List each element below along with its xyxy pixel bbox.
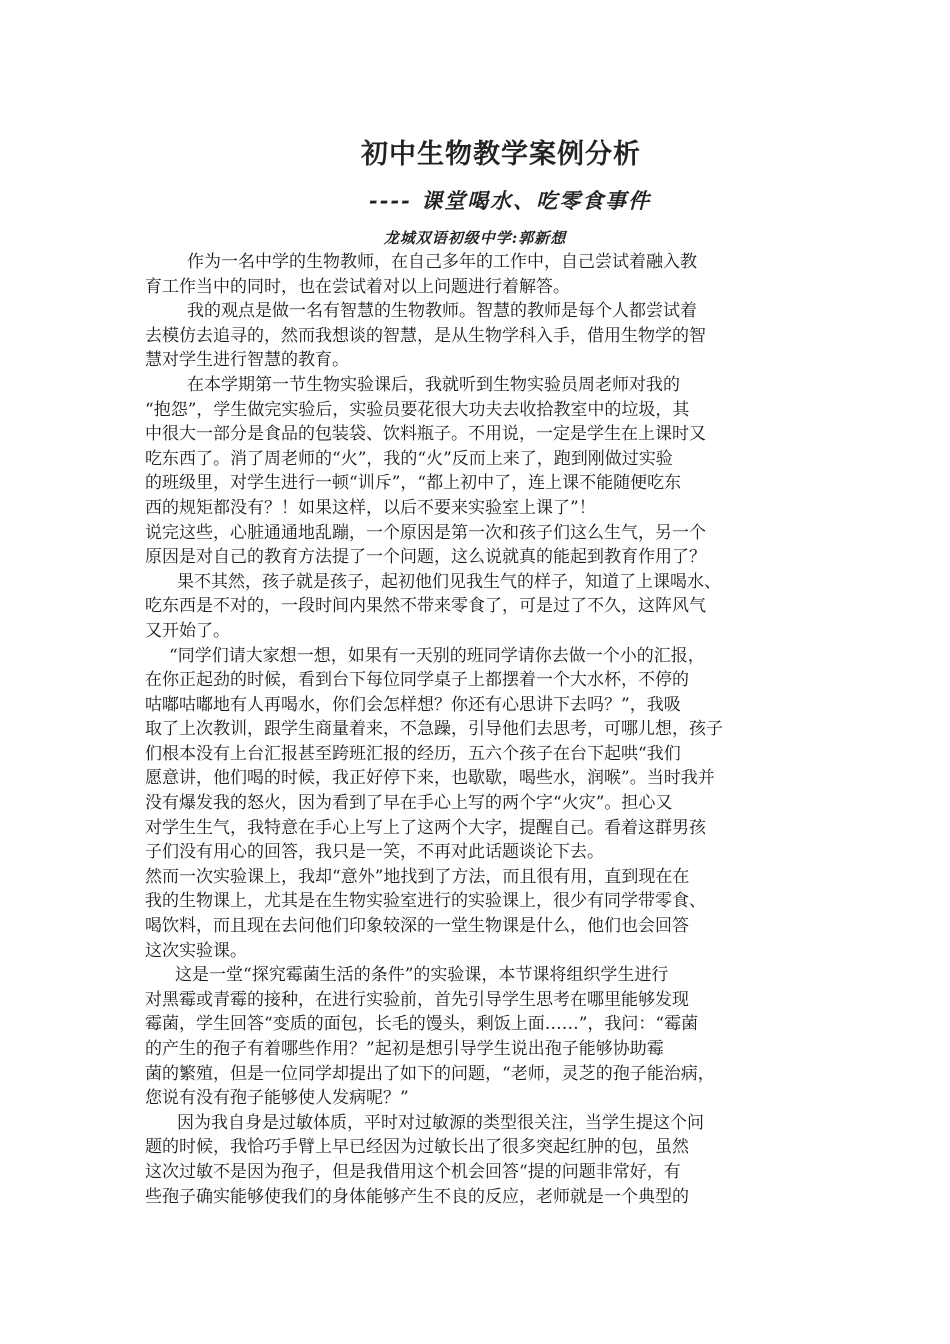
text-line: 这次过敏不是因为孢子，但是我借用这个机会回答“提的问题非常好，有 bbox=[145, 1161, 681, 1182]
text-line: 去模仿去追寻的，然而我想谈的智慧，是从生物学科入手，借用生物学的智 bbox=[145, 325, 706, 346]
text-line: 我的观点是做一名有智慧的生物教师。智慧的教师是每个人都尝试着 bbox=[187, 301, 697, 322]
text-line: 慧对学生进行智慧的教育。 bbox=[145, 350, 349, 371]
text-line: “抱怨”，学生做完实验后，实验员要花很大功夫去收拾教室中的垃圾，其 bbox=[145, 399, 690, 420]
text-line: 的产生的孢子有着哪些作用？”起初是想引导学生说出孢子能够协助霉 bbox=[145, 1039, 664, 1059]
text-line: 喝饮料，而且现在去问他们印象较深的一堂生物课是什么，他们也会回答 bbox=[145, 916, 689, 937]
text-line: “同学们请大家想一想，如果有一天别的班同学请你去做一个小的汇报， bbox=[169, 645, 705, 666]
text-line: 这是一堂“探究霉菌生活的条件”的实验课，本节课将组织学生进行 bbox=[175, 965, 669, 986]
text-line: 些孢子确实能够使我们的身体能够产生不良的反应，老师就是一个典型的 bbox=[145, 1186, 689, 1207]
text-line: 然而一次实验课上，我却“意外”地找到了方法，而且很有用，直到现在在 bbox=[145, 866, 690, 887]
text-line: 又开始了。 bbox=[145, 620, 230, 641]
text-line: 说完这些，心脏通通地乱蹦，一个原因是第一次和孩子们这么生气，另一个 bbox=[145, 522, 706, 543]
text-line: 对学生生气，我特意在手心上写上了这两个大字，提醒自己。看着这群男孩 bbox=[145, 817, 706, 838]
text-line: 您说有没有孢子能够使人发病呢？” bbox=[145, 1088, 409, 1109]
text-line: 对黑霉或青霉的接种，在进行实验前，首先引导学生思考在哪里能够发现 bbox=[145, 989, 689, 1010]
text-line: 愿意讲，他们喝的时候，我正好停下来，也歇歇，喝些水，润喉”。当时我并 bbox=[145, 768, 715, 789]
text-line: 在你正起劲的时候，看到台下每位同学桌子上都摆着一个大水杯，不停的 bbox=[145, 670, 689, 691]
text-line: 这次实验课。 bbox=[145, 940, 247, 961]
text-line: 原因是对自己的教育方法提了一个问题，这么说就真的能起到教育作用了？ bbox=[145, 547, 706, 568]
text-line: 西的规矩都没有？！如果这样，以后不要来实验室上课了”！ bbox=[145, 497, 596, 518]
text-line: 果不其然，孩子就是孩子，起初他们见我生气的样子，知道了上课喝水、 bbox=[177, 571, 721, 592]
text-line: 咕嘟咕嘟地有人再喝水，你们会怎样想？你还有心思讲下去吗？”，我吸 bbox=[145, 694, 681, 715]
document-body bbox=[145, 250, 825, 1209]
document-author: 龙城双语初级中学:郭新想 bbox=[383, 229, 567, 247]
text-line: 作为一名中学的生物教师，在自己多年的工作中，自己尝试着融入教 bbox=[187, 252, 697, 272]
text-line: 吃东西是不对的，一段时间内果然不带来零食了，可是过了不久，这阵风气 bbox=[145, 596, 706, 617]
text-line: 取了上次教训，跟学生商量着来，不急躁，引导他们去思考，可哪儿想，孩子 bbox=[145, 719, 723, 740]
text-line: 没有爆发我的怒火，因为看到了早在手心上写的两个字“火灾”。担心又 bbox=[145, 793, 673, 814]
document-title: 初中生物教学案例分析 bbox=[361, 139, 641, 170]
text-line: 在本学期第一节生物实验课后，我就听到生物实验员周老师对我的 bbox=[187, 374, 680, 395]
document-subtitle: ---- 课堂喝水、吃零食事件 bbox=[368, 188, 652, 213]
text-line: 育工作当中的同时，也在尝试着对以上问题进行着解答。 bbox=[145, 276, 570, 297]
text-line: 题的时候，我恰巧手臂上早已经因为过敏长出了很多突起红肿的包，虽然 bbox=[145, 1137, 689, 1158]
text-line: 吃东西了。消了周老师的“火”，我的“火”反而上来了，跑到刚做过实验 bbox=[145, 448, 673, 469]
text-line: 中很大一部分是食品的包装袋、饮料瓶子。不用说，一定是学生在上课时又 bbox=[145, 424, 706, 445]
text-line: 菌的繁殖，但是一位同学却提出了如下的问题，“老师，灵芝的孢子能治病， bbox=[145, 1063, 715, 1084]
text-line: 霉菌，学生回答“变质的面包，长毛的馒头，剩饭上面……”，我问：“霉菌 bbox=[145, 1014, 699, 1035]
text-line: 子们没有用心的回答，我只是一笑，不再对此话题谈论下去。 bbox=[145, 842, 604, 863]
text-line: 们根本没有上台汇报甚至跨班汇报的经历，五六个孩子在台下起哄“我们 bbox=[145, 743, 681, 764]
text-line: 我的生物课上，尤其是在生物实验室进行的实验课上，很少有同学带零食、 bbox=[145, 891, 706, 912]
text-line: 的班级里，对学生进行一顿“训斥”，“都上初中了，连上课不能随便吃东 bbox=[145, 473, 682, 494]
text-line: 因为我自身是过敏体质，平时对过敏源的类型很关注，当学生提这个问 bbox=[177, 1112, 704, 1133]
